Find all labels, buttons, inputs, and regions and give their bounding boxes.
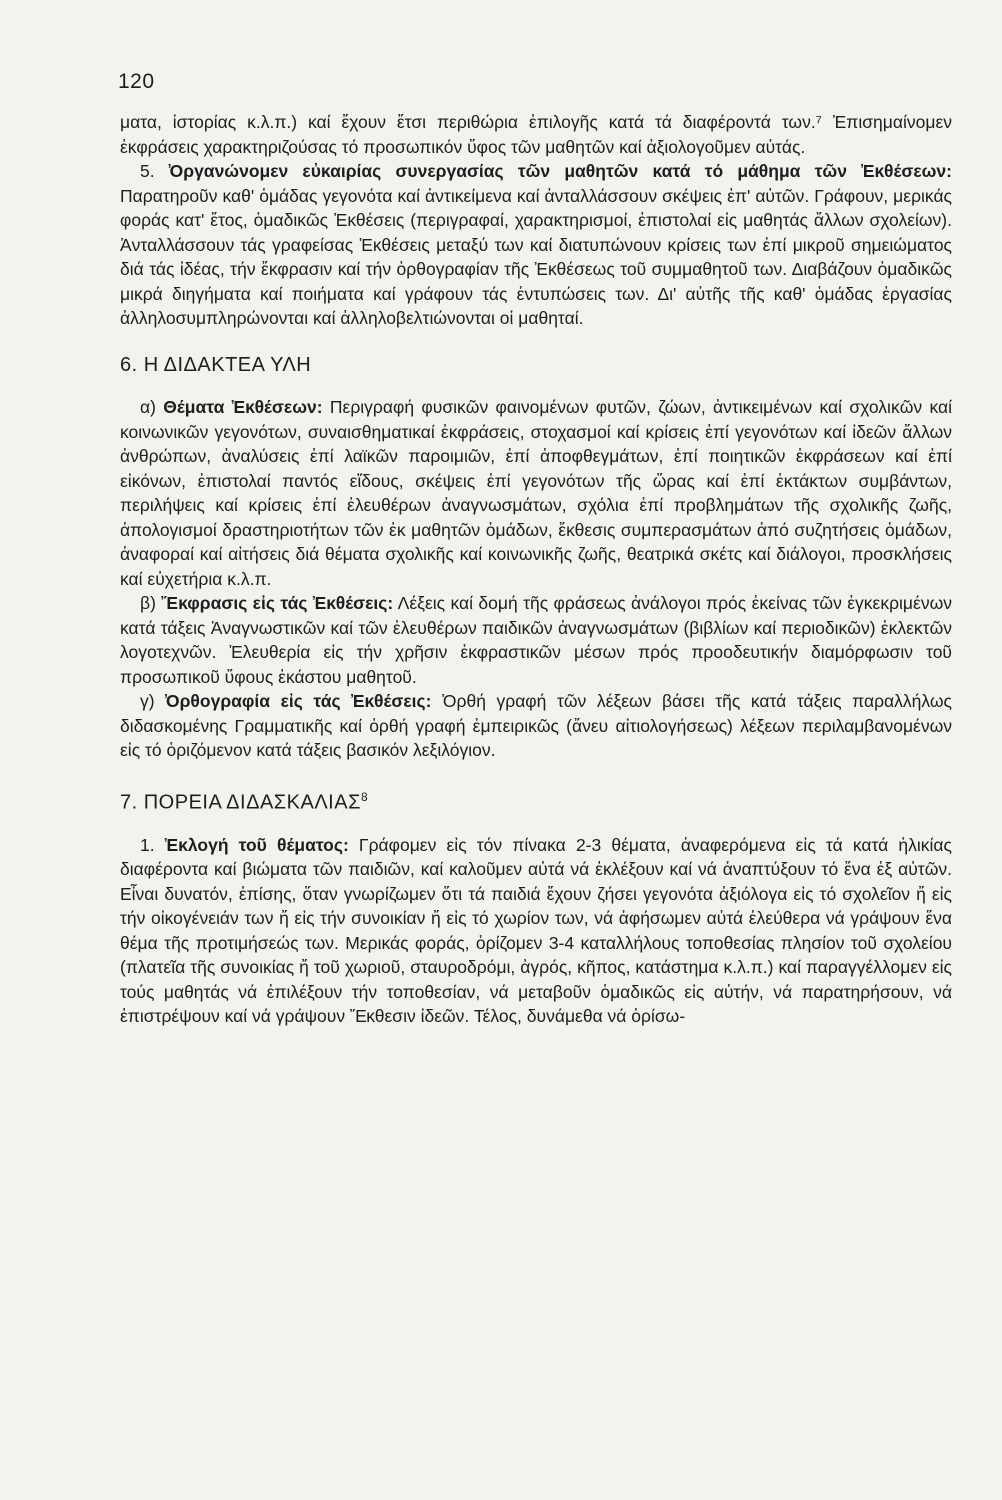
s6-a-lead: α) bbox=[140, 397, 164, 417]
section-7-item-1 bbox=[120, 833, 952, 1029]
s6-b-bold: Ἔκφρασις εἰς τάς Ἐκθέσεις: bbox=[161, 593, 394, 613]
page-number: 120 bbox=[118, 70, 155, 93]
s7-p1-lead: 1. bbox=[140, 834, 165, 855]
s6-a-bold: Θέματα Ἐκθέσεων: bbox=[163, 397, 323, 417]
intro-p1-text: ματα, ἱστορίας κ.λ.π.) καί ἔχουν ἔτσι περιθώρια ἐπιλογῆς κατά τά διαφέροντά των.⁷ Ἐπισημαίνομεν ἐκφράσεις χαρακτηριζούσας τό προσωπικόν ὕφος τῶν μαθητῶν καί ἀξιολογοῦμεν αὐτάς. bbox=[120, 112, 952, 157]
s6-a-text: Περιγραφή φυσικῶν φαινομένων φυτῶν, ζώων, ἀντικειμένων καί σχολικῶν καί κοινωνικῶν γεγονότων, συναισθηματικαί ἐκφράσεις, στοχασμοί καί κρίσεις ἐπί γεγονότων καί ἰδεῶν ἄλλων ἀνθρώπων, ἀναλύσεις ἐπί λαϊκῶν παροιμιῶν, ἐπί ἀποφθεγμάτων, ἐπί ποιητικῶν ἐκφράσεων καί ἐπί εἰκόνων, ἐπιστολαί παντός εἴδους, σκέψεις ἐπί γεγονότων τῆς ὥρας καί ἐπί ἐκτάκτων συμβάντων, περιλήψεις καί κρίσεις ἐπί ἐλευθέρων ἀναγνωσμάτων, σχόλια ἐπί προβλημάτων τῆς σχολικῆς ζωῆς, ἀπολογισμοί δραστηριοτήτων τῶν ἐκ μαθητῶν ὁμάδων, ἔκθεσις συμπερασμάτων ἀπό συζητήσεις ὁμάδων, ἀναφοραί καί αἰτήσεις διά θέματα σχολικῆς καί κοινωνικῆς ζωῆς, θεατρικά σκέτς καί διάλογοι, προσκλήσεις καί εὐχετήρια κ.λ.π. bbox=[120, 397, 952, 589]
s6-c-bold: Ὀρθογραφία εἰς τάς Ἐκθέσεις: bbox=[165, 691, 432, 711]
section-6-heading: 6. Η ΔΙΔΑΚΤΕΑ ΥΛΗ bbox=[120, 353, 312, 376]
s6-b-lead: β) bbox=[140, 593, 162, 613]
s7-heading-text: 7. ΠΟΡΕΙΑ ΔΙΔΑΣΚΑΛΙΑΣ bbox=[120, 791, 361, 814]
section-6-item-a bbox=[120, 395, 952, 591]
s6-b-text: Λέξεις καί δομή τῆς φράσεως ἀνάλογοι πρός ἐκείνας τῶν ἐγκεκριμένων κατά τάξεις Ἀναγνωστικῶν καί τῶν ἐλευθέρων παιδικῶν ἀναγνωσμάτων (βιβλίων καί περιοδικῶν) ἐκλεκτῶν λογοτεχνῶν. Ἐλευθερία εἰς τήν χρῆσιν ἐκφραστικῶν μέσων πρός προοδευτικήν διαμόρφωσιν τοῦ προσωπικοῦ ὕφους ἑκάστου μαθητοῦ. bbox=[120, 593, 952, 687]
body-text bbox=[120, 110, 952, 1029]
intro-paragraph-5 bbox=[120, 159, 952, 331]
s6-c-text: Ὀρθή γραφή τῶν λέξεων βάσει τῆς κατά τάξεις παραλλήλως διδασκομένης Γραμματικῆς καί ὀρθή γραφή ἐμπειρικῶς (ἄνευ αἰτιολογήσεως) λέξεων περιλαμβανομένων εἰς τό ὁριζόμενον κατά τάξεις βασικόν λεξιλόγιον. bbox=[120, 691, 952, 760]
intro-p2-bold: Ὀργανώνομεν εὐκαιρίας συνεργασίας τῶν μαθητῶν κατά τό μάθημα τῶν Ἐκθέσεων: bbox=[168, 161, 952, 181]
section-7-heading bbox=[120, 785, 952, 815]
s6-c-lead: γ) bbox=[140, 691, 166, 711]
section-6-item-c bbox=[120, 689, 952, 763]
footnote-mark: 8 bbox=[360, 789, 369, 804]
s7-p1-bold: Ἐκλογή τοῦ θέματος: bbox=[164, 834, 349, 855]
s7-p1-text: Γράφομεν εἰς τόν πίνακα 2-3 θέματα, ἀναφερόμενα εἰς τά κατά ἡλικίας διαφέροντα καί βιώματα τῶν παιδιῶν, καί καλοῦμεν αὐτά νά ἐκλέξουν καί νά ἀναπτύξουν τό ἕνα ἐξ αὐτῶν. Εἶναι δυνατόν, ἐπίσης, ὅταν γνωρίζωμεν ὅτι τά παιδιά ἔχουν ζήσει γεγονότα ἀξιόλογα εἰς τό σχολεῖον ἤ εἰς τήν οἰκογένειάν των ἤ εἰς τήν συνοικίαν ἤ εἰς τό χωρίον των, νά ἀφήσωμεν αὐτά ἐλεύθερα νά γράψουν ἕνα θέμα τῆς προτιμήσεώς των. Μερικάς φοράς, ὁρίζομεν 3-4 καταλλήλους τοποθεσίας πλησίον τοῦ σχολείου (πλατεῖα τῆς συνοικίας ἤ τοῦ χωριοῦ, σταυροδρόμι, ἀγρός, κῆπος, κατάστημα κ.λ.π.) καί παραγγέλλομεν εἰς τούς μαθητάς νά ἐπιλέξουν τήν τοποθεσίαν, νά μεταβοῦν ὁμαδικῶς εἰς αὐτήν, νά παρατηρήσουν, νά ἐπιστρέψουν καί νά γράψουν Ἔκθεσιν ἰδεῶν. Τέλος, δυνάμεθα νά ὁρίσω- bbox=[120, 834, 952, 1027]
intro-p2-lead: 5. bbox=[140, 161, 169, 181]
intro-paragraph-1 bbox=[120, 110, 952, 159]
section-6-item-b bbox=[120, 591, 952, 689]
intro-p2-text: Παρατηροῦν καθ' ὁμάδας γεγονότα καί ἀντικείμενα καί ἀνταλλάσσουν σκέψεις ἐπ' αὐτῶν. Γράφουν, μερικάς φοράς κατ' ἔτος, ὁμαδικῶς Ἐκθέσεις (περιγραφαί, χαρακτηρισμοί, ἐπιστολαί εἰς μαθητάς ἄλλων σχολείων). Ἀνταλλάσσουν τάς γραφείσας Ἐκθέσεις μεταξύ των καί διατυπώνουν κρίσεις των ἐπί μικροῦ σημειώματος διά τάς ἰδέας, τήν ἔκφρασιν καί τήν ὀρθογραφίαν τῆς Ἐκθέσεως τοῦ συμμαθητοῦ των. Διαβάζουν ὁμαδικῶς μικρά διηγήματα καί ποιήματα καί γράφουν τάς ἐντυπώσεις των. Δι' αὐτῆς τῆς καθ' ὁμάδας ἐργασίας ἀλληλοσυμπληρώνονται καί ἀλληλοβελτιώνονται οἱ μαθηταί. bbox=[120, 185, 952, 328]
